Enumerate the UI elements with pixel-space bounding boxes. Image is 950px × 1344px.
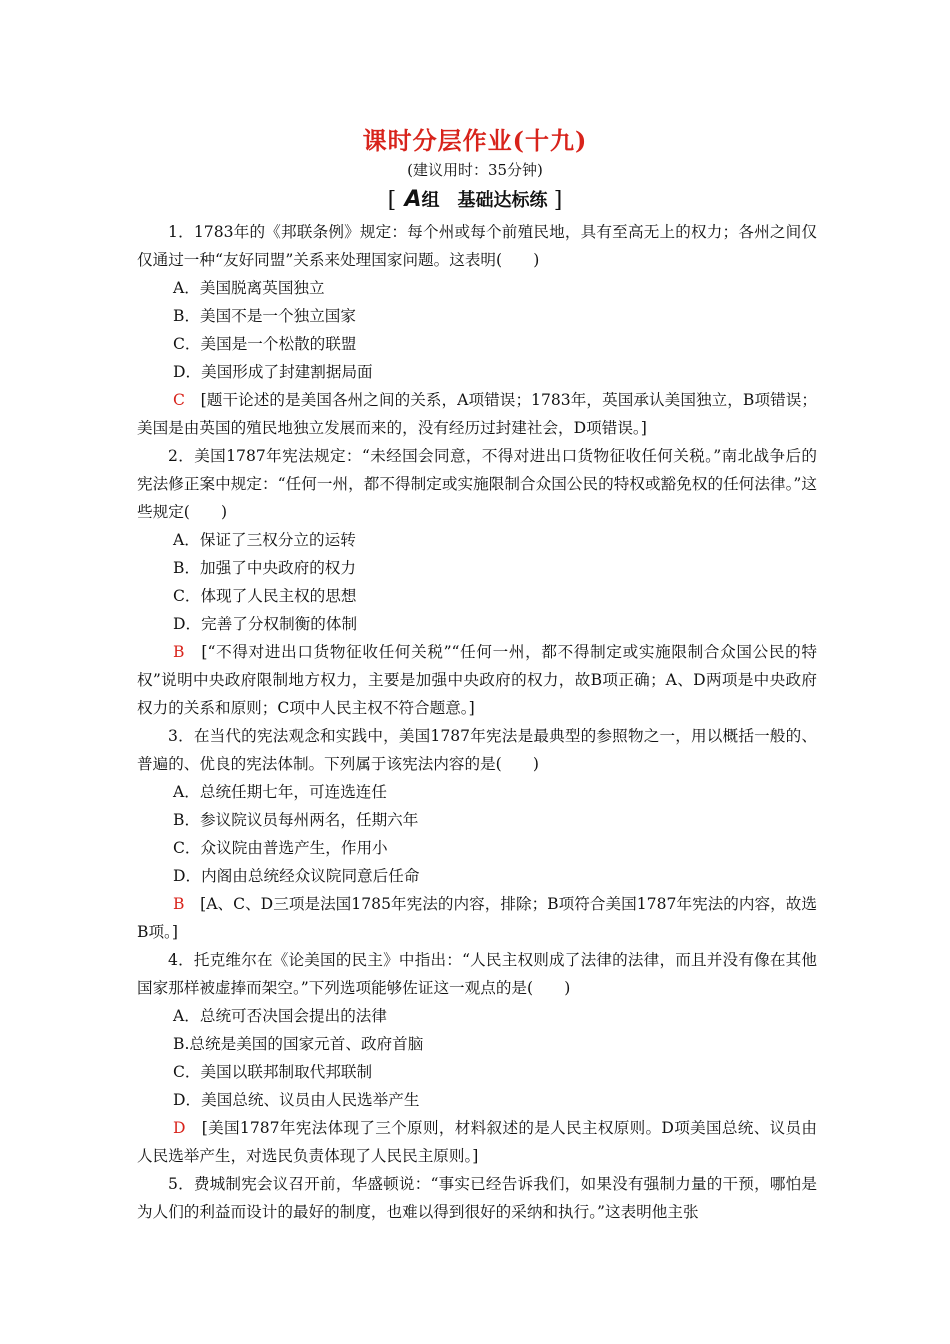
question-4-stem: 4．托克维尔在《论美国的民主》中指出：“人民主权则成了法律的法律，而且并没有像在其他国家那样被虚捧而架空。”下列选项能够佐证这一观点的是( ) [137,951,817,997]
suggested-time: (建议用时：35分钟) [407,161,543,179]
question-5-stem: 5．费城制宪会议召开前，华盛顿说：“事实已经告诉我们，如果没有强制力量的干预，哪怕是为人们的利益而设计的最好的制度，也难以得到很好的采纳和执行。”这表明他主张 [137,1175,817,1221]
question-4-option-b: B.总统是美国的国家元首、政府首脑 [173,1035,424,1053]
question-4-explanation: [美国1787年宪法体现了三个原则，材料叙述的是人民主权原则。D项美国总统、议员由人民选举产生，对选民负责体现了人民民主原则。] [137,1119,817,1165]
question-list [137,218,817,1226]
question-2-option-d: D．完善了分权制衡的体制 [173,615,358,633]
question-1-explanation: [题干论述的是美国各州之间的关系，A项错误；1783年，英国承认美国独立，B项错误；美国是由英国的殖民地独立发展而来的，没有经历过封建社会，D项错误。] [137,391,817,437]
question-3-answer-letter: B [173,895,185,913]
question-4-option-d: D．美国总统、议员由人民选举产生 [173,1091,420,1109]
question-2-answer [137,638,817,722]
bracket-open: [ [387,188,397,213]
question-1-option-c: C．美国是一个松散的联盟 [173,335,357,353]
question-1-stem: 1．1783年的《邦联条例》规定：每个州或每个前殖民地，具有至高无上的权力；各州之间仅仅通过一种“友好同盟”关系来处理国家问题。这表明( ) [137,223,817,269]
question-2-explanation: [“不得对进出口货物征收任何关税”“任何一州，都不得制定或实施限制合众国公民的特权”说明中央政府限制地方权力，主要是加强中央政府的权力，故B项正确；A、D两项是中央政府权力的关系和原则；C项中人民主权不符合题意。] [137,643,817,717]
question-2-answer-letter: B [173,643,185,661]
bracket-close: ] [553,188,563,213]
question-1-answer-letter: C [173,391,185,409]
question-4-answer-letter: D [173,1119,186,1137]
question-1-option-b: B．美国不是一个独立国家 [173,307,356,325]
question-3-explanation: [A、C、D三项是法国1785年宪法的内容，排除；B项符合美国1787年宪法的内容，故选B项。] [137,895,817,941]
question-3-option-a: A．总统任期七年，可连选连任 [173,783,387,801]
question-2-option-b: B．加强了中央政府的权力 [173,559,356,577]
page-title: 课时分层作业(十九) [362,126,588,155]
question-1-option-a: A．美国脱离英国独立 [173,279,325,297]
question-3-option-c: C．众议院由普选产生，作用小 [173,839,388,857]
question-4-option-a: A．总统可否决国会提出的法律 [173,1007,387,1025]
question-1-option-d: D．美国形成了封建割据局面 [173,363,373,381]
question-3-stem: 3．在当代的宪法观念和实践中，美国1787年宪法是最典型的参照物之一，用以概括一般的、普遍的、优良的宪法体制。下列属于该宪法内容的是( ) [137,727,817,773]
question-4-option-c: C．美国以联邦制取代邦联制 [173,1063,373,1081]
question-2-option-a: A．保证了三权分立的运转 [173,531,356,549]
group-label: 组 基础达标练 [421,190,548,211]
question-3-option-d: D．内阁由总统经众议院同意后任命 [173,867,420,885]
group-letter: A [404,187,422,212]
question-3-answer [137,890,817,946]
question-4-answer [137,1114,817,1170]
question-1-answer [137,386,817,442]
group-heading [0,186,950,213]
question-2-stem: 2．美国1787年宪法规定：“未经国会同意，不得对进出口货物征收任何关税。”南北战争后的宪法修正案中规定：“任何一州，都不得制定或实施限制合众国公民的特权或豁免权的任何法律。”这些规定( ) [137,447,817,521]
question-3-option-b: B．参议院议员每州两名，任期六年 [173,811,419,829]
question-2-option-c: C．体现了人民主权的思想 [173,587,357,605]
